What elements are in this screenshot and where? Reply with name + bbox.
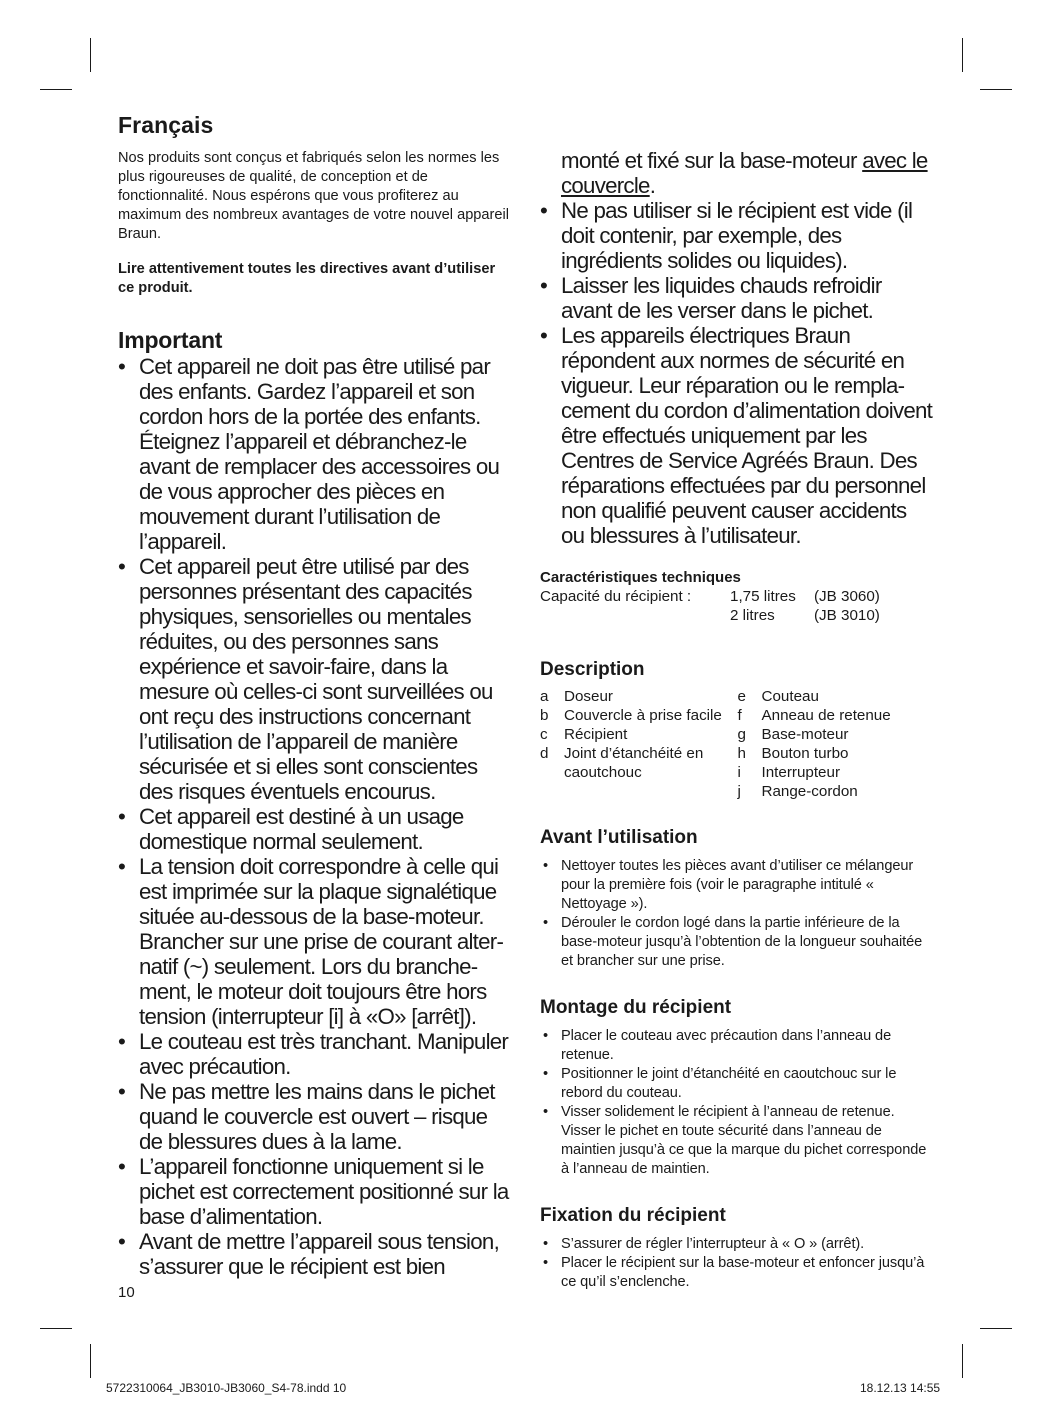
list-item: • Dérouler le cordon logé dans la partie inférieure de la base-moteur jusqu’à l’obtention de la longueur souhaitée et brancher sur une prise. [540, 914, 935, 971]
intro-paragraph: Nos produits sont conçus et fabriqués selon les normes les plus rigoureuses de qualité, de conception et de fonctionnalité. Nous espérons que vous profiterez au maximum des nombreux avantages de votre nouvel appareil Braun. [118, 150, 510, 242]
spec-capacity: 2 litres [730, 607, 775, 624]
part-item: e Couteau [737, 688, 819, 705]
list-item: • La tension doit correspondre à celle qui est imprimée sur la plaque signalétique située au-dessous de la base-moteur. Brancher sur une prise de courant alter-natif (~) seulement. Lors du branche-ment, le moteur doit toujours être hors tension (interrupteur [i] à «O» [arrêt]). [118, 854, 513, 1029]
spec-capacity: 1,75 litres [730, 588, 796, 605]
description-section [540, 659, 935, 801]
right-column [540, 148, 935, 1292]
language-title: Français [118, 112, 214, 138]
important-list-continued [540, 198, 935, 548]
crop-mark [980, 89, 1012, 90]
assembly-heading: Montage du récipient [540, 997, 732, 1018]
assembly-section [540, 997, 935, 1179]
list-item: • Cet appareil est destiné à un usage domestique normal seulement. [118, 804, 513, 854]
technical-specs [540, 568, 935, 625]
list-item: • Cet appareil peut être utilisé par des personnes présentant des capacités physiques, sensorielles ou mentales réduites, ou des personnes sans expérience et savoir-faire, dans la mesure où celles-ci sont surveillées ou ont reçu des instructions concernant l’utilisation de l’appareil de manière sécurisée et si elles sont conscientes des risques éventuels encourus. [118, 554, 513, 804]
before-use-list [540, 857, 935, 971]
part-item: c Récipient [540, 726, 628, 743]
specs-heading: Caractéristiques techniques [540, 569, 741, 586]
part-item: j Range-cordon [737, 783, 858, 800]
part-item: g Base-moteur [737, 726, 849, 743]
crop-mark [40, 89, 72, 90]
spec-model: (JB 3010) [814, 607, 880, 624]
before-use-heading: Avant l’utilisation [540, 827, 698, 848]
attachment-section [540, 1205, 935, 1292]
list-item: • L’appareil fonctionne uniquement si le pichet est correctement positionné sur la base d’alimentation. [118, 1154, 513, 1229]
crop-mark [980, 1328, 1012, 1329]
crop-mark [40, 1328, 72, 1329]
list-item: • Laisser les liquides chauds refroidir avant de les verser dans le pichet. [540, 273, 935, 323]
part-item: a Doseur [540, 688, 613, 705]
list-item: • Les appareils électriques Braun répondent aux normes de sécurité en vigueur. Leur réparation ou le rempla-cement du cordon d’alimentation doivent être effectués uniquement par les Centres de Service Agréés Braun. Des réparations effectuées par du personnel non qualifié peuvent causer accidents ou blessures à l’utilisateur. [540, 323, 935, 548]
important-heading: Important [118, 327, 223, 353]
description-heading: Description [540, 659, 645, 680]
crop-mark [962, 38, 963, 72]
part-item: h Bouton turbo [737, 745, 849, 762]
read-instructions-note: Lire attentivement toutes les directives avant d’utiliser ce produit. [118, 261, 496, 296]
parts-list [540, 687, 935, 801]
crop-mark [90, 1344, 91, 1378]
important-continuation: monté et fixé sur la base-moteur avec le couvercle. [561, 148, 928, 198]
list-item: • Le couteau est très tranchant. Manipuler avec précaution. [118, 1029, 513, 1079]
underlined-text: avec le couvercle [561, 148, 928, 198]
list-item: • Positionner le joint d’étanchéité en caoutchouc sur le rebord du couteau. [540, 1065, 935, 1103]
list-item: • Nettoyer toutes les pièces avant d’utiliser ce mélangeur pour la première fois (voir le paragraphe intitulé « Nettoyage »). [540, 857, 935, 914]
part-item: i Interrupteur [737, 764, 841, 781]
assembly-list [540, 1027, 935, 1179]
part-item: b Couvercle à prise facile [540, 707, 722, 724]
footer-timestamp: 18.12.13 14:55 [860, 1381, 941, 1395]
list-item: • Ne pas mettre les mains dans le pichet quand le couvercle est ouvert – risque de blessures dues à la lame. [118, 1079, 513, 1154]
list-item: • Ne pas utiliser si le récipient est vide (il doit contenir, par exemple, des ingrédients solides ou liquides). [540, 198, 935, 273]
important-list [118, 354, 513, 1279]
attachment-list [540, 1235, 935, 1292]
left-column [118, 112, 513, 1279]
before-use-section [540, 827, 935, 971]
attachment-heading: Fixation du récipient [540, 1205, 726, 1226]
list-item: • Visser solidement le récipient à l’anneau de retenue. Visser le pichet en toute sécurité dans l’anneau de maintien jusqu’à ce que la marque du pichet corresponde à l’anneau de maintien. [540, 1103, 935, 1179]
spec-row [540, 606, 935, 625]
list-item: • Cet appareil ne doit pas être utilisé par des enfants. Gardez l’appareil et son cordon hors de la portée des enfants. Éteignez l’appareil et débranchez-le avant de remplacer des accessoires ou de vous approcher des pièces en mouvement durant l’utilisation de l’appareil. [118, 354, 513, 554]
list-item: • Avant de mettre l’appareil sous tension, s’assurer que le récipient est bien [118, 1229, 513, 1279]
page-number: 10 [118, 1284, 135, 1301]
list-item: • Placer le couteau avec précaution dans l’anneau de retenue. [540, 1027, 935, 1065]
footer-file-info: 5722310064_JB3010-JB3060_S4-78.indd 10 [106, 1381, 347, 1395]
spec-model: (JB 3060) [814, 588, 880, 605]
crop-mark [962, 1344, 963, 1378]
crop-mark [90, 38, 91, 72]
parts-column [540, 687, 738, 801]
spec-row [540, 587, 935, 606]
part-item: d Joint d’étanchéité en caoutchouc [540, 745, 704, 781]
spec-label: Capacité du récipient : [540, 588, 692, 605]
list-item: • Placer le récipient sur la base-moteur et enfoncer jusqu’à ce qu’il s’enclenche. [540, 1254, 935, 1292]
list-item: • S’assurer de régler l’interrupteur à « O » (arrêt). [540, 1235, 935, 1254]
parts-column [738, 687, 936, 801]
part-item: f Anneau de retenue [737, 707, 891, 724]
